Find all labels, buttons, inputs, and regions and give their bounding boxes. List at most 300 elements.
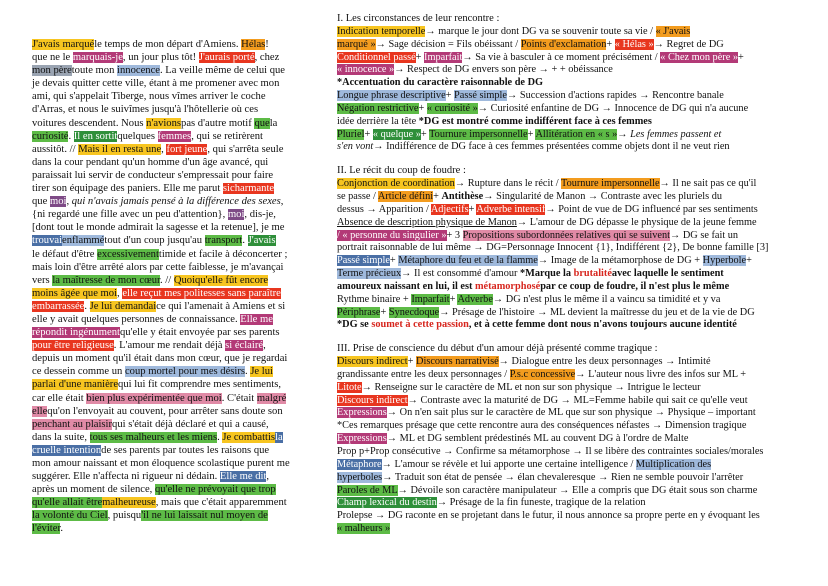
text-run: grandissante entre les deux personnages / <box>337 368 510 380</box>
analysis-line <box>337 129 797 142</box>
highlighted-phrase: qu'elle ne prévoyait que trop <box>154 484 276 496</box>
analysis-line <box>337 395 797 408</box>
source-text-line <box>32 365 306 378</box>
text-run: → Renseigne sur le caractère de ML et non sur son physique → Intrigue le lecteur <box>361 381 701 393</box>
highlighted-phrase: si <box>222 183 230 195</box>
text-run: ce qui l'amenait à Amiens et si <box>156 300 286 312</box>
highlighted-phrase: malheureuse <box>102 497 156 509</box>
text-run: + <box>407 356 417 368</box>
text-run: → Sa vie à basculer à ce moment précisément / <box>462 51 661 63</box>
analysis-line <box>337 294 797 307</box>
highlighted-phrase: s'en vont <box>337 141 374 153</box>
analysis-line <box>337 217 797 230</box>
text-run: voitures descendent. Nous <box>32 117 147 129</box>
highlighted-phrase: Champ lexical du destin <box>337 497 437 509</box>
text-run: → L'amour de DG dépasse le physique de la jeune femme <box>516 216 757 228</box>
highlighted-phrase: Synecdoque <box>388 306 440 318</box>
highlighted-phrase: Elle me dit <box>219 471 267 483</box>
highlighted-phrase: la <box>275 431 283 443</box>
highlighted-phrase: moi <box>49 196 67 208</box>
analysis-line <box>337 382 797 395</box>
analysis-line <box>337 433 797 446</box>
highlighted-phrase: Je lui <box>250 366 273 378</box>
analysis-column <box>337 13 797 536</box>
source-text-line <box>32 392 306 405</box>
text-run: . La veille même de celui que <box>160 65 286 77</box>
text-run: la <box>269 117 278 129</box>
highlighted-phrase: Hyperbole <box>702 255 747 267</box>
highlighted-phrase: Tournure impersonnelle <box>429 128 528 140</box>
text-run: → Succession d'actions rapides → Rencontre banale <box>506 90 724 102</box>
text-run: elle y avait quelques personnes de connaissance. <box>32 313 241 325</box>
text-run: + 3 <box>446 229 463 241</box>
text-run: dans la suite, <box>32 431 90 443</box>
text-run: aussitôt. // <box>32 143 79 155</box>
text-run: ce dessein comme un <box>32 366 125 378</box>
text-run: . // <box>159 274 174 286</box>
text-run: → Singularité de Manon → Contraste avec les pluriels du <box>483 190 723 202</box>
highlighted-phrase: « J'avais <box>655 25 691 37</box>
highlighted-phrase: charmante <box>230 183 275 195</box>
highlighted-phrase: la maîtresse de mon cœur <box>52 274 160 286</box>
analysis-line <box>337 268 797 281</box>
highlighted-phrase: répondit ingénument <box>32 327 120 339</box>
text-run: → Il est consommé d'amour <box>401 268 520 280</box>
text-run: que <box>32 196 50 208</box>
source-text-line <box>32 378 306 391</box>
text-run: + <box>445 90 455 102</box>
text-run: → Sage décision = Fils obéissant / <box>375 38 521 50</box>
highlighted-phrase: que <box>254 117 270 129</box>
highlighted-phrase: si éclairé <box>225 340 264 352</box>
analysis-line <box>337 485 797 498</box>
text-run: [dont tout le monde admirait la sagesse et la retenue], je me <box>32 222 285 234</box>
source-text-line <box>32 77 306 90</box>
text-run: quelques <box>117 130 158 142</box>
highlighted-phrase: J'avais marqué <box>32 39 95 50</box>
source-text-line <box>32 51 306 64</box>
source-text-line <box>32 496 306 509</box>
highlighted-phrase: n'avions <box>146 117 182 129</box>
source-text-line <box>32 64 306 77</box>
highlighted-phrase: Multiplication des <box>635 458 712 470</box>
text-run: + <box>527 128 536 140</box>
analysis-line <box>337 64 797 77</box>
source-text-line <box>32 90 306 103</box>
highlighted-phrase: Elle me <box>240 313 273 325</box>
source-text-line <box>32 38 306 51</box>
text-run: dans la cour pendant qu'un homme d'un âge avancé, qui <box>32 156 269 168</box>
text-run: + <box>380 306 389 318</box>
highlighted-phrase: Quoiqu'elle fût encore <box>173 274 269 286</box>
text-run: , qui se retirèrent <box>191 130 263 142</box>
source-text-line <box>32 169 306 182</box>
analysis-line <box>337 407 797 420</box>
highlighted-phrase: Paroles de ML <box>337 484 398 496</box>
highlighted-phrase: Tournure impersonnelle <box>561 178 660 190</box>
highlighted-phrase: trouvai <box>32 235 63 247</box>
text-run: le défaut d'être <box>32 248 98 260</box>
text-run: dessus → Apparition / <box>337 203 431 215</box>
highlighted-phrase: Il en sortit <box>73 130 118 142</box>
highlighted-phrase: l'éviter <box>32 523 61 535</box>
analysis-line <box>337 459 797 472</box>
analysis-line <box>337 369 797 382</box>
highlighted-phrase: malgré <box>256 392 287 404</box>
highlighted-phrase: amoureux naissant en lui, il est <box>337 280 475 292</box>
source-text-line <box>32 221 306 234</box>
highlighted-phrase: mon père <box>32 65 72 77</box>
text-run: + <box>389 255 399 267</box>
highlighted-phrase: *Accentuation du caractère raisonnable de DG <box>337 77 544 89</box>
text-run: → Contraste avec la maturité de DG → ML=Femme habile qui sait ce qu'elle veut <box>407 394 748 406</box>
analysis-line <box>337 178 797 191</box>
analysis-line <box>337 230 797 243</box>
analysis-line <box>337 191 797 204</box>
text-run: , <box>161 143 167 155</box>
highlighted-phrase: Terme précieux <box>337 268 402 280</box>
text-run: . <box>68 130 74 142</box>
text-run: → DG n'est plus le même il a vaincu sa timidité et y va <box>492 293 721 305</box>
text-run: + <box>364 128 373 140</box>
text-run: . C'était <box>221 392 257 404</box>
text-run: → ML et DG semblent prédestinés ML au couvent DG à l'ordre de Malte <box>386 433 689 445</box>
text-run: → On n'en sait plus sur le caractère de ML que sur son physique → Physique – important <box>386 407 756 419</box>
highlighted-phrase: brutalité <box>573 268 612 280</box>
source-text-line <box>32 352 306 365</box>
highlighted-phrase: *DG est montré comme indifférent face à ces femmes <box>416 115 652 127</box>
highlighted-phrase: / « personne du singulier » <box>337 229 447 241</box>
text-run: , un jour plus tôt! <box>122 52 199 64</box>
analysis-line <box>337 90 797 103</box>
highlighted-phrase: embarrassée <box>32 300 85 312</box>
analysis-line <box>337 141 797 154</box>
highlighted-phrase: Litote <box>337 381 362 393</box>
highlighted-phrase: Conditionnel passé <box>337 51 416 63</box>
text-run: → Dévoile son caractère manipulateur → Elle a compris que DG était sous son charme <box>397 484 758 496</box>
analysis-line <box>337 77 797 90</box>
text-run: qu'elle y était envoyée par ses parents <box>119 327 280 339</box>
text-run: paraissait lui servir de conducteur s'empressait pour faire <box>32 169 274 181</box>
highlighted-phrase: pour être religieuse <box>32 340 114 352</box>
analysis-line <box>337 510 797 523</box>
source-text-line <box>32 103 306 116</box>
text-run: , qui s'arrêta seule <box>207 143 284 155</box>
text-run: je devais quitter cette ville, étant à me promener avec mon <box>32 78 280 90</box>
text-run: . <box>60 523 64 535</box>
highlighted-phrase: Métaphore du feu et de la flamme <box>398 255 538 267</box>
text-run: ! <box>265 39 269 50</box>
text-run: toute mon <box>71 65 118 77</box>
source-text-line <box>32 470 306 483</box>
text-run: après un moment de silence, <box>32 484 155 496</box>
highlighted-phrase: Mais il en resta une <box>78 143 162 155</box>
text-run: → marque le jour dont DG va se souvenir toute sa vie / <box>425 25 656 37</box>
analysis-line <box>337 116 797 129</box>
analysis-line <box>337 103 797 116</box>
highlighted-phrase: curiosité <box>32 130 69 142</box>
text-run: mon amour naissant et mon éloquence scolastique purent me <box>32 458 290 469</box>
section-1-body <box>337 26 797 154</box>
text-run: . <box>242 235 248 247</box>
source-text-line <box>32 300 306 313</box>
highlighted-phrase: Propositions subordonnées relatives qui se suivent <box>462 229 670 241</box>
highlighted-phrase: innocence <box>117 65 160 77</box>
highlighted-phrase: moins âgée que moi <box>32 287 118 299</box>
text-run: , dis-je, <box>244 209 276 221</box>
text-run: → DG se fait un <box>670 229 739 241</box>
text-run: idée derrière la tête <box>337 115 417 127</box>
text-run: car elle était <box>32 392 87 404</box>
text-run: → Traduit son état de pensée → élan chevaleresque → Rien ne semble pouvoir l'arrêter <box>382 471 744 483</box>
highlighted-phrase: Passé simple <box>337 255 390 267</box>
text-run: ami, qui s'appelait Tiberge, nous vîmes arriver le coche <box>32 91 266 103</box>
text-run: Prolepse → DG raconte en se projetant dans le futur, il nous annonce sa propre perte en y évoquant les <box>337 510 760 522</box>
highlighted-phrase: J'aurais porté <box>198 52 255 64</box>
source-text-line <box>32 248 306 261</box>
highlighted-phrase: marqué » <box>337 38 376 50</box>
source-text-line <box>32 117 306 130</box>
highlighted-phrase: elle <box>32 405 48 417</box>
source-text-line <box>32 431 306 444</box>
text-run: + <box>468 203 477 215</box>
text-run: de ses parents par toutes les raisons que <box>101 444 270 456</box>
highlighted-phrase: « Hélas » <box>614 38 654 50</box>
analysis-line <box>337 39 797 52</box>
highlighted-phrase: Métaphore <box>337 458 382 470</box>
text-run: se passe / <box>337 190 378 202</box>
highlighted-phrase: « curiosité » <box>426 102 478 114</box>
highlighted-phrase: , et à cette femme dont nous n'avons toujours aucune identité <box>468 319 737 331</box>
highlighted-phrase: Imparfait <box>411 293 450 305</box>
highlighted-phrase: Discours indirect <box>337 356 408 368</box>
analysis-line <box>337 420 797 433</box>
highlighted-phrase: qu'elle allait être <box>32 497 103 509</box>
highlighted-phrase: Je lui demandai <box>89 300 157 312</box>
source-text-column <box>32 38 306 536</box>
source-text-line <box>32 261 306 274</box>
text-run: , <box>263 340 266 352</box>
highlighted-phrase: avec laquelle le sentiment <box>611 268 724 280</box>
text-run: → <box>617 128 631 140</box>
highlighted-phrase: Indication temporelle <box>337 25 426 37</box>
section-2-body <box>337 178 797 332</box>
source-text-line <box>32 444 306 457</box>
text-run: , <box>266 471 270 483</box>
highlighted-phrase: Pluriel <box>337 128 365 140</box>
text-run: Prop p+Prop consécutive → Confirme sa métamorphose → Il se libère des contraintes sociales/morales <box>337 446 764 457</box>
highlighted-phrase: par ce coup de foudre, il n'est plus le même <box>540 280 730 292</box>
text-run: , mais que c'était apparemment <box>155 497 287 509</box>
text-run: → Indifférence de DG face à ces femmes présentées comme objets dont il ne veut rien <box>373 141 730 153</box>
source-text-line <box>32 274 306 287</box>
analysis-line <box>337 472 797 485</box>
text-run: . <box>217 431 223 443</box>
text-run: pas d'autre motif <box>181 117 255 129</box>
text-run: depuis un moment qu'il était dans mon cœur, que je regardai <box>32 353 288 365</box>
highlighted-phrase: Négation restrictive <box>337 102 419 114</box>
highlighted-phrase: *Marque la <box>520 268 574 280</box>
source-text-line <box>32 313 306 326</box>
text-run: vers <box>32 274 53 286</box>
highlighted-phrase: la volonté du Ciel <box>32 510 108 522</box>
analysis-line <box>337 52 797 65</box>
highlighted-phrase: Conjonction de coordination <box>337 178 455 190</box>
highlighted-phrase: Expressions <box>337 407 387 419</box>
highlighted-phrase: Discours narrativisé <box>416 356 499 368</box>
text-run: + <box>420 128 430 140</box>
highlighted-phrase: penchant au plaisir <box>32 418 113 430</box>
highlighted-phrase: métamorphosé <box>474 280 541 292</box>
text-run: {ni regardé une fille avec un peu d'attention}, <box>32 209 228 221</box>
highlighted-phrase: soumet à cette passion <box>371 319 469 331</box>
section-3-title: III. Prise de conscience du début d'un amour déjà présenté comme tragique : <box>337 343 658 355</box>
highlighted-phrase: J'avais <box>247 235 276 247</box>
highlighted-phrase: cruelle intention <box>32 444 102 456</box>
highlighted-phrase: « malheurs » <box>337 523 391 535</box>
highlighted-phrase: fort jeune <box>166 143 208 155</box>
source-text-line <box>32 326 306 339</box>
highlighted-phrase: tous ses malheurs et les miens <box>89 431 218 443</box>
text-run: tirer son équipage des paniers. <box>32 183 164 195</box>
analysis-line <box>337 255 797 268</box>
section-1-title: I. Les circonstances de leur rencontre : <box>337 13 500 24</box>
text-run: qui lui fit comprendre mes sentiments, <box>118 379 282 391</box>
highlighted-phrase: marquais-je <box>72 52 123 64</box>
text-run: + <box>738 51 744 63</box>
highlighted-phrase: 'il ne lui laissait nul moyen de <box>141 510 268 522</box>
analysis-line <box>337 242 797 255</box>
analysis-line <box>337 356 797 369</box>
highlighted-phrase: coup mortel pour mes désirs <box>124 366 246 378</box>
text-run: → Curiosité enfantine de DG → Innocence de DG qui n'a aucune <box>477 102 749 114</box>
text-run: → Rupture dans le récit / <box>454 178 562 190</box>
section-3-body <box>337 356 797 536</box>
text-run: → Il ne sait pas ce qu'il <box>659 178 757 190</box>
text-run: . <box>245 366 251 378</box>
source-text-line <box>32 509 306 522</box>
highlighted-phrase: Passé simple <box>454 90 507 102</box>
highlighted-phrase: Discours indirect <box>337 394 408 406</box>
source-text-line <box>32 405 306 418</box>
text-run: . L'amour me rendait déjà <box>113 340 226 352</box>
text-run: , <box>117 287 123 299</box>
source-text-line <box>32 130 306 143</box>
text-run: portrait raisonnable de lui même → DG=Personnage Innocent {1}, Indifférent {2}, De bonne famille [3] <box>337 242 769 254</box>
highlighted-phrase: Hélas <box>241 39 266 50</box>
source-text-line <box>32 182 306 195</box>
text-run: → L'auteur nous livre des infos sur ML + <box>575 368 747 380</box>
text-run: → L'amour se révèle et lui apporte une certaine intelligence / <box>381 458 636 470</box>
source-text-line <box>32 339 306 352</box>
highlighted-phrase: Article défini <box>377 190 434 202</box>
text-run: + <box>746 255 752 267</box>
text-run: → Point de vue de DG influencé par ses sentiments <box>545 203 758 215</box>
text-run: tout d'un coup jusqu'au <box>104 235 205 247</box>
source-text-line <box>32 234 306 247</box>
analysis-line <box>337 204 797 217</box>
text-run: → Présage de l'histoire → ML devient la maîtresse du jeu et de la vie de DG <box>439 306 755 318</box>
highlighted-phrase: Adverbe intensif <box>476 203 546 215</box>
source-text-line <box>32 208 306 221</box>
source-text-line <box>32 522 306 535</box>
text-run: , <box>66 196 72 208</box>
highlighted-phrase: Adverbe <box>457 293 493 305</box>
text-run: , puisqu <box>107 510 142 522</box>
highlighted-phrase: excessivement <box>97 248 159 260</box>
text-run: timide et facile à déconcerter ; <box>158 248 288 260</box>
highlighted-phrase: Antithèse <box>441 190 484 202</box>
text-run: *Ces remarques présage que cette rencontre aura des conséquences néfastes → Dimension tragique <box>337 420 747 432</box>
highlighted-phrase: « Chez mon père » <box>660 51 738 63</box>
text-run: Elle me parut <box>163 183 223 195</box>
text-run: + <box>606 38 615 50</box>
highlighted-phrase: Absence de description physique de Manon <box>337 216 517 228</box>
text-run: + <box>415 51 425 63</box>
text-run: Rythme binaire + <box>337 293 412 305</box>
highlighted-phrase: transport <box>204 235 243 247</box>
highlighted-phrase: femmes <box>157 130 192 142</box>
source-text-line <box>32 418 306 431</box>
highlighted-phrase: Périphrase <box>337 306 381 318</box>
highlighted-phrase: Allitération en « s » <box>535 128 618 140</box>
analysis-line <box>337 281 797 294</box>
analysis-line <box>337 307 797 320</box>
text-run: suggérer. Elle n'affecta ni rigueur ni dédain. <box>32 471 220 483</box>
analysis-line <box>337 523 797 536</box>
highlighted-phrase: hyperboles <box>337 471 383 483</box>
text-run: + <box>433 190 442 202</box>
highlighted-phrase: « innocence » <box>337 64 395 76</box>
analysis-line <box>337 319 797 332</box>
text-run: qui s'était déjà déclaré et qui a causé, <box>112 418 269 430</box>
highlighted-phrase: bien plus expérimentée que moi <box>86 392 222 404</box>
highlighted-phrase: parlai d'une manière <box>32 379 119 391</box>
highlighted-phrase: elle reçut mes politesses sans paraître <box>122 287 281 299</box>
section-2-title: II. Le récit du coup de foudre : <box>337 165 466 177</box>
text-run: , <box>280 196 284 208</box>
text-run: → Respect de DG envers son père → + + obéissance <box>394 64 613 76</box>
highlighted-phrase: Adjectifs <box>430 203 469 215</box>
highlighted-phrase: Les femmes passent et <box>630 128 722 140</box>
highlighted-phrase: moi <box>227 209 245 221</box>
highlighted-phrase: qui n'avais jamais pensé à la différence des sexes <box>71 196 281 208</box>
source-text-line <box>32 195 306 208</box>
text-run: + <box>418 102 427 114</box>
analysis-line <box>337 446 797 459</box>
source-text-line <box>32 156 306 169</box>
source-text-line <box>32 483 306 496</box>
text-run: → Présage de la fin funeste, tragique de la relation <box>436 497 646 509</box>
highlighted-phrase: Je combattis <box>222 431 276 443</box>
text-run: → Regret de DG <box>653 38 724 50</box>
source-text-line <box>32 457 306 470</box>
highlighted-phrase: *DG se <box>337 319 372 331</box>
text-run: mais loin d'être arrêté alors par cette faiblesse, je m'avançai <box>32 261 284 273</box>
text-run: . <box>84 300 90 312</box>
analysis-line <box>337 26 797 39</box>
highlighted-phrase: « quelque » <box>372 128 421 140</box>
text-run: + <box>449 293 458 305</box>
text-run: , chez <box>254 52 280 64</box>
highlighted-phrase: P.s.c concessive <box>509 368 576 380</box>
highlighted-phrase: Imparfait <box>424 51 463 63</box>
highlighted-phrase: enflammé <box>62 235 105 247</box>
source-text-line <box>32 287 306 300</box>
text-run: qu'on l'envoyait au couvent, pour arrêter sans doute son <box>47 405 283 417</box>
text-run: le temps de mon départ d'Amiens. <box>94 39 242 50</box>
text-run: → Image de la métamorphose de DG + <box>537 255 703 267</box>
